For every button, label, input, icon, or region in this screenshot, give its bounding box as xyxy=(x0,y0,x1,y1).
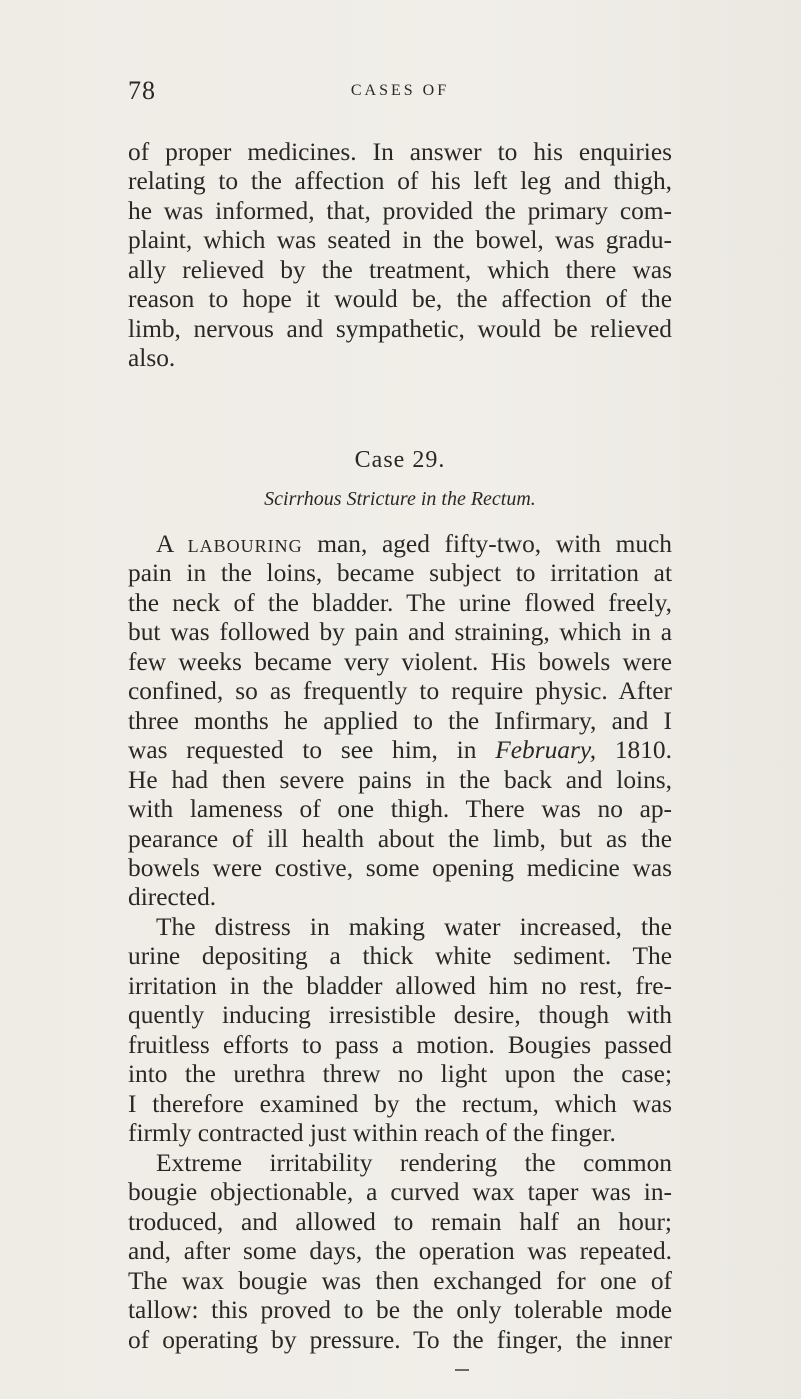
text-line: quently inducing irresistible desire, though with xyxy=(128,1001,672,1030)
text-line: I therefore examined by the rectum, which was xyxy=(128,1089,672,1118)
text-line: troduced, and allowed to remain half an hour; xyxy=(128,1207,672,1236)
running-head: CASES OF xyxy=(350,82,450,99)
paragraph-1 xyxy=(128,138,672,374)
text-line: few weeks became very violent. His bowels were xyxy=(128,647,672,676)
text-line xyxy=(128,530,672,559)
text-line xyxy=(128,736,672,765)
text-line: bowels were costive, some opening medicine was xyxy=(128,853,672,882)
text-line: fruitless efforts to pass a motion. Bougies passed xyxy=(128,1030,672,1059)
text-line: tallow: this proved to be the only tolerable mode xyxy=(128,1296,672,1325)
text-line: Extreme irritability rendering the common xyxy=(156,1149,672,1177)
text-line: three months he applied to the Infirmary, and I xyxy=(128,706,672,735)
text-line: confined, so as frequently to require physic. After xyxy=(128,677,672,706)
page-header xyxy=(128,76,672,106)
paragraph-2 xyxy=(128,530,672,913)
text-line: urine depositing a thick white sediment. The xyxy=(128,942,672,971)
text-fragment: was requested to see him, in xyxy=(128,736,477,765)
text-line: firmly contracted just within reach of the finger. xyxy=(128,1119,616,1148)
text-line: he was informed, that, provided the primary com- xyxy=(128,196,672,225)
page-number: 78 xyxy=(128,76,156,105)
case-heading: Case 29. xyxy=(354,447,446,473)
initial-word: A xyxy=(156,530,173,558)
text-fragment: 1810. xyxy=(614,736,672,765)
text-line: pain in the loins, became subject to irritation at xyxy=(128,559,672,588)
text-line: with lameness of one thigh. There was no ap- xyxy=(128,795,672,824)
text-fragment: man, aged fifty-two, with much xyxy=(317,530,672,558)
text-line: limb, nervous and sympathetic, would be relieved xyxy=(128,314,672,343)
text-line: directed. xyxy=(128,883,217,912)
text-line: also. xyxy=(128,344,176,373)
text-line: but was followed by pain and straining, which in a xyxy=(128,618,672,647)
text-line: irritation in the bladder allowed him no rest, fre- xyxy=(128,971,672,1000)
text-line: of proper medicines. In answer to his enquiries xyxy=(128,138,672,166)
text-line: into the urethra threw no light upon the case; xyxy=(128,1060,672,1089)
paragraph-3 xyxy=(128,913,672,1149)
case-subtitle: Scirrhous Stricture in the Rectum. xyxy=(264,488,536,510)
smallcaps-word: labouring xyxy=(187,530,303,558)
footer-dash xyxy=(455,1369,469,1371)
paragraph-4 xyxy=(128,1149,672,1355)
text-line: the neck of the bladder. The urine flowed freely, xyxy=(128,588,672,617)
text-line: reason to hope it would be, the affection of the xyxy=(128,285,672,314)
text-line: plaint, which was seated in the bowel, was gradu- xyxy=(128,226,672,255)
text-line: He had then severe pains in the back and loins, xyxy=(128,765,672,794)
text-line: relating to the affection of his left leg and thigh, xyxy=(128,167,672,196)
text-line: and, after some days, the operation was repeated. xyxy=(128,1237,672,1266)
text-line: pearance of ill health about the limb, but as the xyxy=(128,824,672,853)
italic-date: February, xyxy=(495,736,597,765)
text-line: of operating by pressure. To the finger, the inner xyxy=(128,1325,672,1354)
text-line: The wax bougie was then exchanged for one of xyxy=(128,1266,672,1295)
text-line: bougie objectionable, a curved wax taper was in- xyxy=(128,1178,672,1207)
text-line: ally relieved by the treatment, which there was xyxy=(128,255,672,284)
text-line: The distress in making water increased, the xyxy=(156,913,672,941)
